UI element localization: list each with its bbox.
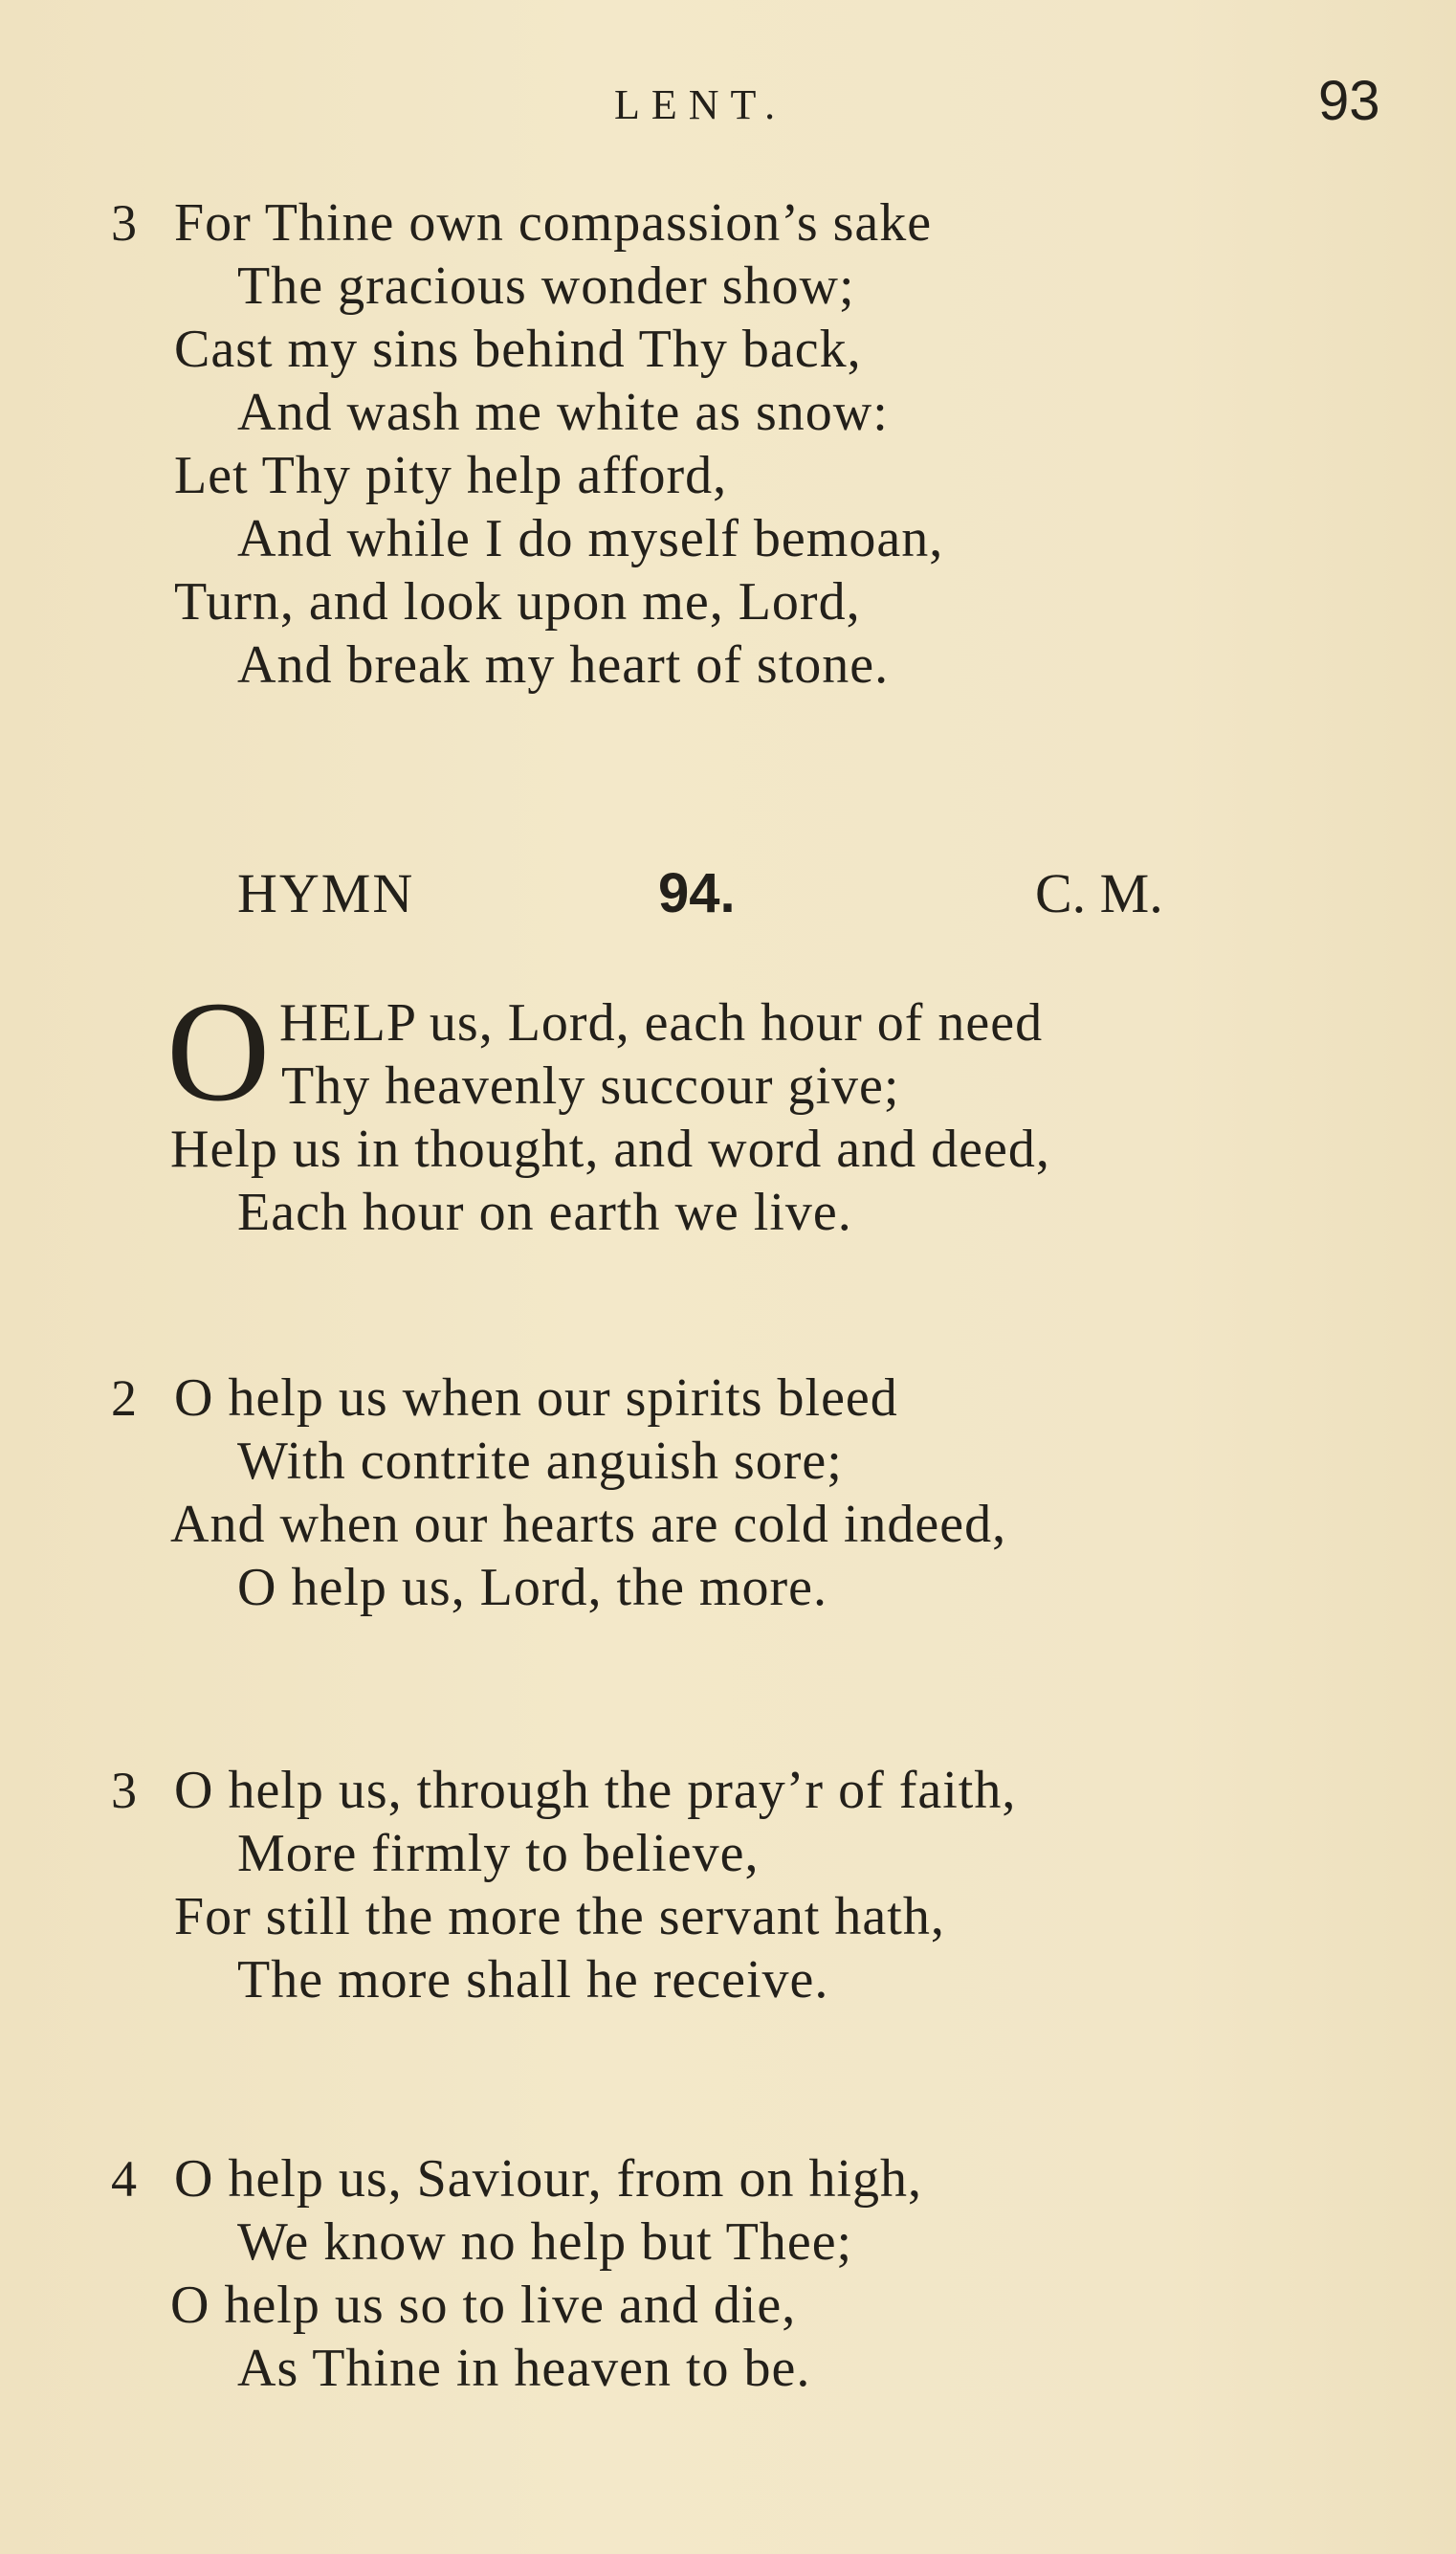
verse-line: As Thine in heaven to be. [237,2339,811,2398]
verse-line: With contrite anguish sore; [237,1432,843,1491]
running-title: LENT. [614,81,787,128]
verse-line: O help us, Lord, the more. [237,1558,827,1617]
verse-number: 4 [111,2150,137,2208]
verse-line: HELP us, Lord, each hour of need [279,993,1044,1053]
verse-line: And break my heart of stone. [237,635,890,695]
verse-number: 3 [111,194,137,252]
verse-line: O help us when our spirits bleed [174,1368,898,1428]
verse-line: O help us, through the pray’r of faith, [174,1761,1017,1820]
verse-number: 3 [111,1762,137,1819]
verse-line: The gracious wonder show; [237,256,855,316]
verse-number: 2 [111,1369,137,1427]
verse-line: And when our hearts are cold indeed, [170,1495,1007,1554]
verse-line: O help us, Saviour, from on high, [174,2149,923,2209]
hymn-meter: C. M. [1035,862,1163,924]
verse-line: Turn, and look upon me, Lord, [174,572,861,632]
verse-line: Thy heavenly succour give; [281,1056,900,1116]
verse-line: We know no help but Thee; [237,2212,853,2272]
running-head [0,69,1456,136]
verse-line: The more shall he receive. [237,1950,829,2010]
verse-line: Each hour on earth we live. [237,1183,852,1242]
page-number: 93 [1318,70,1380,132]
hymn-number: 94. [658,862,736,924]
verse-line: O help us so to live and die, [170,2276,797,2335]
drop-cap: O [166,972,271,1131]
hymn-label: HYMN [237,862,415,924]
hymn-heading [0,861,1456,938]
verse-line: And wash me white as snow: [237,383,889,442]
verse-line: And while I do myself bemoan, [237,509,944,568]
verse-line: For Thine own compassion’s sake [174,193,933,253]
verse-line: For still the more the servant hath, [174,1887,945,1946]
verse-line: Cast my sins behind Thy back, [174,320,862,379]
verse-line: Let Thy pity help afford, [174,446,728,505]
verse-line: Help us in thought, and word and deed, [170,1120,1050,1179]
verse-line: More firmly to believe, [237,1824,760,1883]
